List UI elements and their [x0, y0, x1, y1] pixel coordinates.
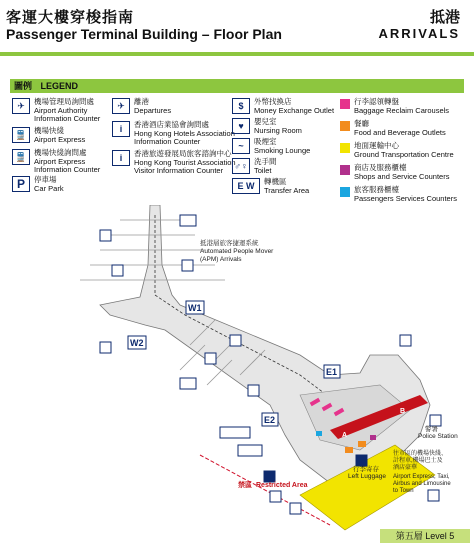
shop-counter: [370, 435, 376, 440]
airport-authority-icon: ✈: [12, 98, 30, 114]
toilet-icon: [100, 342, 111, 353]
legend-zh: 吸煙室: [254, 137, 277, 146]
legend-heading-en: LEGEND: [40, 81, 79, 91]
ae-label-en3: to Town: [393, 488, 414, 494]
departures-icon: [180, 378, 196, 389]
hall-b-label: B: [400, 408, 406, 415]
toilet-icon: [248, 385, 259, 396]
legend-en: Airport Express: [34, 134, 86, 144]
legend-item-money-exchange: [232, 98, 334, 115]
nursing-room-icon: ♥: [232, 118, 250, 134]
level-en: Level 5: [425, 531, 455, 541]
ae-label-en2: Airbus and Limousine: [393, 481, 451, 487]
legend-item-airport-express-info: [12, 149, 100, 175]
level-indicator: [380, 529, 470, 543]
car-park-icon: P: [12, 176, 30, 192]
legend-zh: 外幣找換店: [254, 97, 292, 106]
legend-item-hotel-info: [112, 121, 235, 147]
toilet-icon: [112, 265, 123, 276]
legend-en: Hong Kong Tourist Association: [134, 157, 236, 167]
legend-zh: 行李認領轉盤: [354, 97, 399, 106]
legend-zh: 機場管理局詢問處: [34, 97, 94, 106]
airport-express-icon: 🚆: [12, 127, 30, 143]
hall-a-label: A: [342, 432, 348, 439]
ae-label-en1: Airport Express, Taxi,: [393, 474, 450, 480]
police-icon: [430, 415, 441, 426]
airport-authority-icon: [400, 335, 411, 346]
legend-en: Transfer Area: [264, 185, 310, 195]
legend-panel: [0, 0, 474, 220]
toilet-icon: [220, 427, 250, 438]
apm-label-en1: Automated People Mover: [200, 248, 274, 255]
airport-express-icon: [356, 455, 367, 466]
gate-w1: W1: [188, 303, 202, 313]
ae-label-zh3: 酒店豪華: [393, 465, 418, 471]
car-park-icon: [270, 491, 281, 502]
food-outlet: [358, 441, 366, 447]
legend-item-car-park: [12, 176, 64, 193]
legend-zh: 香港酒店業協會詢問處: [134, 120, 209, 129]
departures-icon: ✈: [112, 98, 130, 114]
west-concourse: [100, 205, 430, 485]
smoking-lounge-icon: ~: [232, 138, 250, 154]
left-luggage-label-en: Left Luggage: [348, 473, 386, 480]
arrivals-chinese: 抵港: [429, 9, 460, 26]
legend-zh: 商店及服務櫃檯: [354, 163, 407, 172]
gate-e1: E1: [326, 367, 338, 377]
legend-en: Airport Express: [34, 156, 86, 166]
legend-zh: 餐廳: [354, 119, 369, 128]
legend-en: Information Counter: [34, 114, 101, 123]
legend-color-food: [340, 120, 446, 137]
legend-zh: 旅客服務櫃檯: [354, 185, 399, 194]
legend-item-transfer-area: [232, 178, 309, 195]
legend-color-shops: [340, 164, 449, 181]
legend-en: Money Exchange Outlet: [254, 105, 335, 115]
legend-en: Nursing Room: [254, 125, 302, 135]
legend-en: Toilet: [254, 165, 272, 175]
departures-icon: [180, 215, 196, 226]
apm-label-en2: (APM) Arrivals: [200, 256, 242, 263]
legend-en: Information Counter: [34, 165, 101, 174]
tourist-info-icon: i: [112, 150, 130, 166]
airport-express-icon: [428, 490, 439, 501]
shops-swatch: [340, 165, 350, 175]
legend-zh: 停車場: [34, 175, 57, 184]
legend-en: Baggage Reclaim Carousels: [354, 105, 450, 115]
passenger-services-swatch: [340, 187, 350, 197]
left-luggage-label-zh: 行李寄存: [353, 466, 379, 473]
legend-item-airport-authority: [12, 98, 100, 124]
police-label-en: Police Station: [418, 433, 458, 440]
legend-en: Departures: [134, 105, 172, 115]
title-chinese: 客運大樓穿梭指南: [6, 9, 135, 26]
legend-en: Passengers Services Counters: [354, 193, 457, 203]
ground-transport-swatch: [340, 143, 350, 153]
arrivals-english: ARRIVALS: [378, 26, 460, 41]
legend-item-departures: [112, 98, 171, 115]
money-exchange-icon: [264, 471, 275, 482]
money-exchange-icon: $: [232, 98, 250, 114]
legend-color-baggage: [340, 98, 449, 115]
ae-label-zh2: 計程車,機場巴士及: [393, 458, 443, 464]
food-outlet: [345, 447, 353, 453]
legend-zh: 機場快綫詢問處: [34, 148, 87, 157]
food-swatch: [340, 121, 350, 131]
restricted-area-label-zh: 禁區: [238, 482, 252, 489]
legend-item-tourist-info: [112, 150, 236, 176]
legend-en: Food and Beverage Outlets: [354, 127, 446, 137]
legend-zh: 嬰兒室: [254, 117, 277, 126]
legend-en: Shops and Service Counters: [354, 171, 450, 181]
toilet-icon: [182, 260, 193, 271]
apm-label-zh: 抵港層旅客捷運系統: [200, 240, 259, 247]
gate-w2: W2: [130, 338, 144, 348]
police-label-zh: 警署: [425, 426, 438, 433]
level-zh: 第五層: [395, 531, 423, 541]
legend-zh: 地面運輸中心: [354, 141, 399, 150]
legend-en: Airport Authority: [34, 105, 88, 115]
transfer-area-icon: E W: [232, 178, 260, 194]
legend-en: Smoking Lounge: [254, 145, 311, 155]
legend-en: Car Park: [34, 183, 64, 193]
floor-plan-map: [0, 205, 474, 546]
legend-zh: 離港: [134, 97, 149, 106]
legend-zh: 洗手間: [254, 157, 277, 166]
legend-color-ground-transport: [340, 142, 454, 159]
toilet-icon: ♂♀: [232, 158, 250, 174]
smoking-lounge-icon: [205, 353, 216, 364]
legend-zh: 轉機區: [264, 177, 287, 186]
passenger-service-counter: [316, 431, 322, 436]
legend-item-airport-express: [12, 127, 85, 144]
hotel-info-icon: i: [112, 121, 130, 137]
legend-en: Hong Kong Hotels Association: [134, 128, 235, 138]
baggage-swatch: [340, 99, 350, 109]
restricted-area-label-en: Restricted Area: [256, 482, 308, 489]
airport-express-info-icon: 🚆: [12, 149, 30, 165]
toilet-icon: [238, 445, 262, 456]
ae-label-zh1: 往市區的機場快綫、: [393, 451, 448, 457]
legend-zh: 香港旅遊發展局旅客諮詢中心: [134, 149, 232, 158]
legend-color-passenger-services: [340, 186, 457, 203]
legend-item-nursing-room: [232, 118, 302, 135]
legend-zh: 機場快綫: [34, 126, 64, 135]
gate-e2: E2: [264, 415, 276, 425]
toilet-icon: [100, 230, 111, 241]
legend-item-smoking-lounge: [232, 138, 310, 155]
car-park-icon: [290, 503, 301, 514]
title-english: Passenger Terminal Building – Floor Plan: [6, 26, 282, 42]
legend-en: Visitor Information Counter: [134, 166, 224, 175]
legend-en: Ground Transportation Centre: [354, 149, 454, 159]
legend-item-toilet: [232, 158, 277, 175]
toilet-icon: [230, 335, 241, 346]
legend-heading-zh: 圖例: [14, 81, 33, 91]
legend-en: Information Counter: [134, 137, 201, 146]
